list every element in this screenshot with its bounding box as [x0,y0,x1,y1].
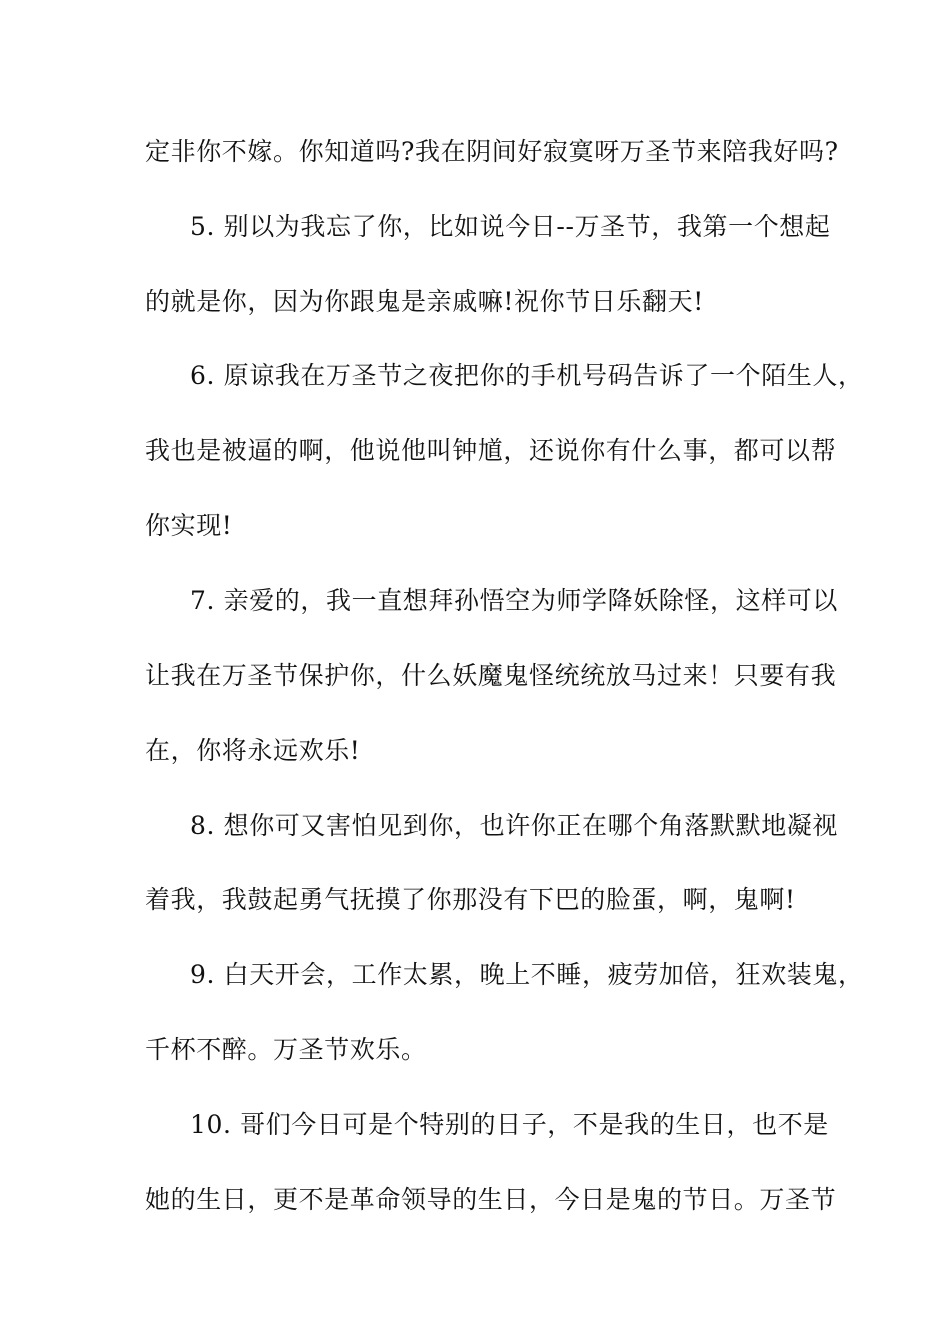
text-line: 千杯不醉。万圣节欢乐。 [145,1035,427,1064]
text-line: 定非你不嫁。你知道吗?我在阴间好寂寞呀万圣节来陪我好吗? [145,137,839,166]
item-9-line: 9. 白天开会，工作太累，晚上不睡，疲劳加倍，狂欢装鬼， [190,960,864,989]
item-10-line: 10. 哥们今日可是个特别的日子，不是我的生日，也不是 [190,1110,829,1139]
text-line: 着我，我鼓起勇气抚摸了你那没有下巴的脸蛋，啊，鬼啊! [145,885,796,914]
text-line: 在，你将永远欢乐! [145,736,361,765]
text-line: 我也是被逼的啊，他说他叫钟馗，还说你有什么事，都可以帮 [145,436,837,465]
text-line: 你实现! [145,511,233,540]
text-line: 的就是你，因为你跟鬼是亲戚嘛!祝你节日乐翻天! [145,287,704,316]
text-line: 她的生日，更不是革命领导的生日，今日是鬼的节日。万圣节 [145,1185,837,1214]
item-7-line: 7. 亲爱的，我一直想拜孙悟空为师学降妖除怪，这样可以 [190,586,839,615]
item-5-line: 5. 别以为我忘了你，比如说今日--万圣节，我第一个想起 [190,212,831,241]
item-8-line: 8. 想你可又害怕见到你，也许你正在哪个角落默默地凝视 [190,811,839,840]
text-line: 让我在万圣节保护你，什么妖魔鬼怪统统放马过来！只要有我 [145,661,837,690]
item-6-line: 6. 原谅我在万圣节之夜把你的手机号码告诉了一个陌生人， [190,361,864,390]
